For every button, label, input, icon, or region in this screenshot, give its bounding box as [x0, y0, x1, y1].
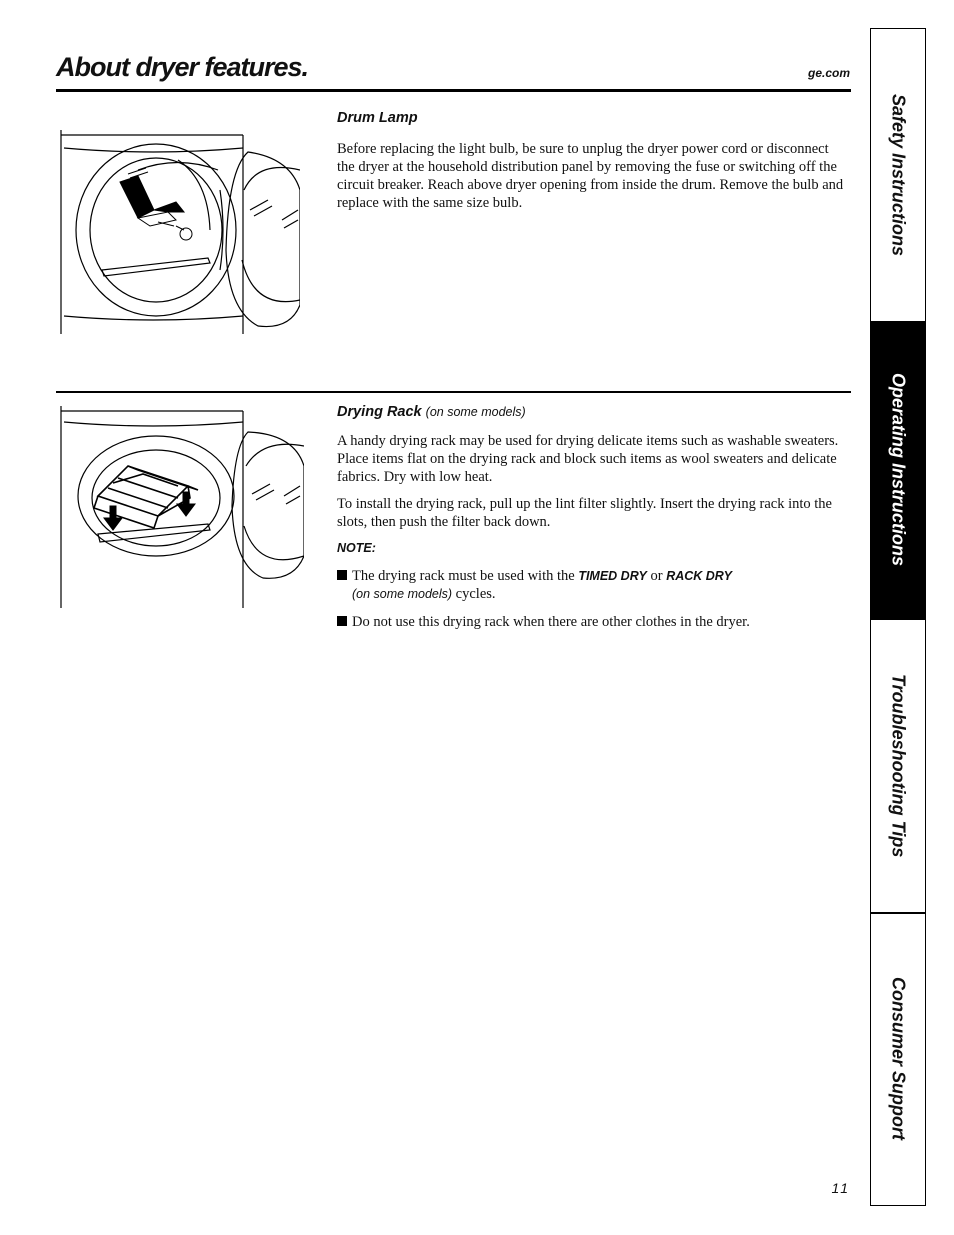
- tab-troubleshooting-tips[interactable]: Troubleshooting Tips: [888, 673, 909, 858]
- drum-lamp-heading: Drum Lamp: [337, 110, 418, 126]
- drum-lamp-illustration: [58, 130, 300, 334]
- drying-rack-install: To install the drying rack, pull up the lint filter slightly. Insert the drying rack into the slots, then push the filter back down.: [337, 496, 832, 530]
- header-rule: [56, 89, 851, 92]
- tab-safety-instructions[interactable]: Safety Instructions: [888, 93, 909, 257]
- section-divider: [56, 391, 851, 393]
- section-tabs: [870, 28, 926, 1206]
- note-bullet-2: Do not use this drying rack when there are other clothes in the dryer.: [337, 613, 849, 631]
- page-title: About dryer features.: [56, 52, 309, 82]
- site-url: ge.com: [807, 66, 850, 80]
- bullet-square-icon: [337, 616, 347, 626]
- note-bullet-1: The drying rack must be used with the TIMED DRY or RACK DRY (on some models) cycles.: [337, 567, 849, 603]
- drum-lamp-text: Before replacing the light bulb, be sure to unplug the dryer power cord or disconnect the dryer at the household distribution panel by removing the fuse or switching off the circuit breaker. Reach above dryer opening from inside the drum. Remove the bulb and replace with the same size bulb.: [337, 141, 844, 211]
- bullet-square-icon: [337, 570, 347, 580]
- drying-rack-intro: A handy drying rack may be used for drying delicate items such as washable sweaters. Place items flat on the drying rack and block such items as wool sweaters and delicate fabrics. Dry with low heat.: [337, 433, 839, 485]
- drying-rack-models-note: (on some models): [425, 405, 526, 419]
- rack-dry-cycle: RACK DRY: [666, 569, 732, 583]
- note-label: NOTE:: [337, 541, 376, 555]
- timed-dry-cycle: TIMED DRY: [578, 569, 647, 583]
- tab-consumer-support[interactable]: Consumer Support: [888, 976, 909, 1140]
- drying-rack-title: Drying Rack: [337, 404, 422, 420]
- tab-operating-instructions[interactable]: Operating Instructions: [871, 321, 925, 618]
- page-number: 11: [831, 1180, 850, 1196]
- drying-rack-heading: [337, 404, 526, 420]
- drying-rack-illustration: [58, 406, 304, 608]
